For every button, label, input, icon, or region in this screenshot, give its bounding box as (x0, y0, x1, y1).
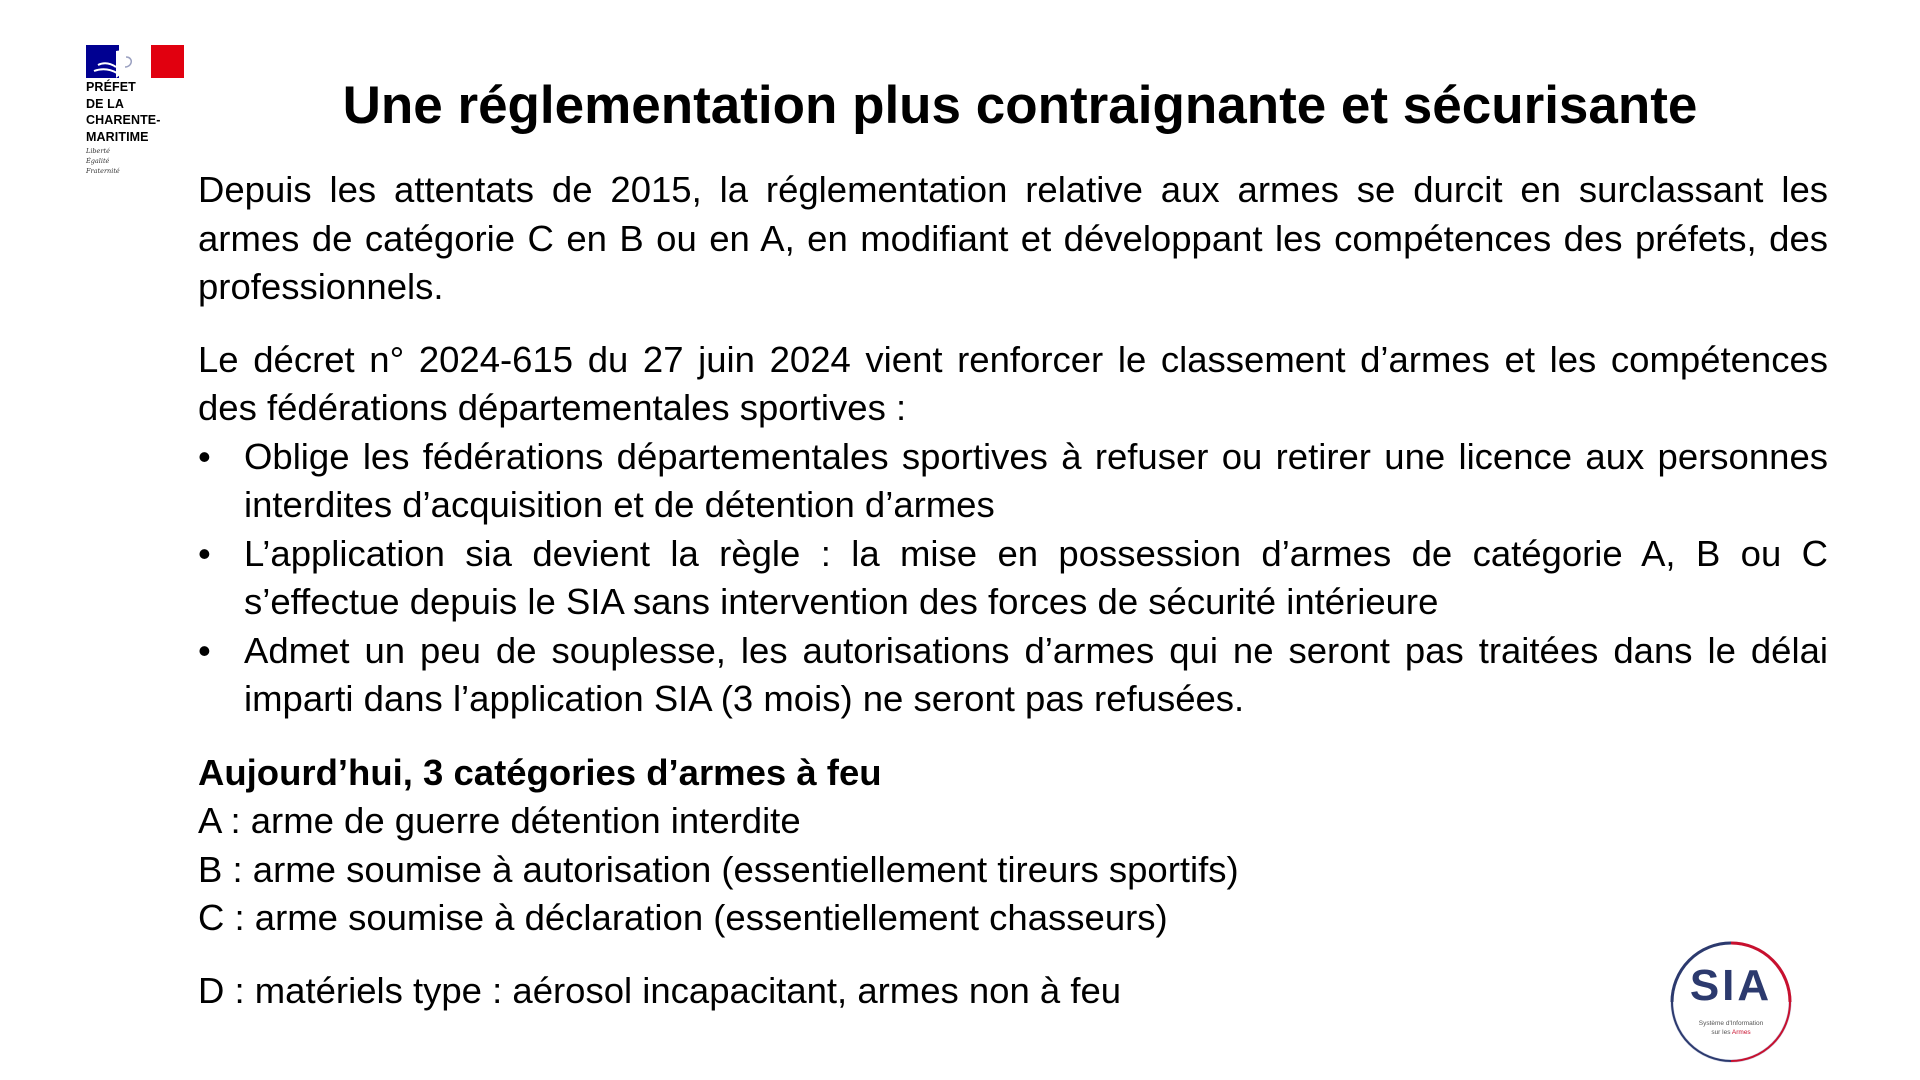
slide-title: Une réglementation plus contraignante et sécurisante (342, 76, 1698, 135)
sia-subtitle-line-1: Système d'Information (1698, 1020, 1764, 1027)
bullet-text: Oblige les fédérations départementales sportives à refuser ou retirer une licence aux personnes interdites d’acquisition et de détention d’armes (244, 435, 1828, 525)
prefecture-name (86, 79, 206, 145)
marianne-flag-icon (86, 45, 184, 78)
decree-section (198, 336, 1828, 724)
motto-line-1: Liberté (86, 147, 110, 155)
bullet-text: L’application sia devient la règle : la mise en possession d’armes de catégorie A, B ou C s’effectue depuis le SIA sans intervention des forces de sécurité intérieure (244, 532, 1828, 622)
list-item (198, 627, 1828, 724)
prefecture-logo (86, 45, 206, 176)
sia-subtitle-line-2 (1669, 1029, 1793, 1037)
bullet-icon: • (198, 435, 211, 477)
motto-line-3: Fraternité (86, 167, 120, 175)
decree-bullet-list (198, 433, 1828, 724)
list-item (198, 530, 1828, 627)
prefecture-name-line-4: MARITIME (86, 129, 149, 144)
category-b: B : arme soumise à autorisation (essentiellement tireurs sportifs) (198, 848, 1239, 890)
sia-wordmark: SIA (1689, 961, 1773, 1010)
intro-paragraph: Depuis les attentats de 2015, la réglementation relative aux armes se durcit en surclassant les armes de catégorie C en B ou en A, en modifiant et développant les compétences des préfets, des professionnels. (198, 169, 1828, 307)
prefecture-name-line-3: CHARENTE- (86, 113, 161, 127)
decree-paragraph: Le décret n° 2024-615 du 27 juin 2024 vient renforcer le classement d’armes et les compétences des fédérations départementales sportives : (198, 338, 1828, 428)
sia-subtitle-prefix: sur les (1711, 1029, 1732, 1036)
republic-motto (86, 146, 206, 176)
sia-subtitle-accent: Armes (1731, 1029, 1751, 1036)
prefecture-name-line-1: PRÉFET (86, 80, 136, 94)
list-item (198, 433, 1828, 530)
bullet-icon: • (198, 532, 211, 574)
categories-heading: Aujourd’hui, 3 catégories d’armes à feu (198, 751, 882, 793)
prefecture-name-line-2: DE LA (86, 96, 124, 111)
motto-line-2: Égalité (86, 157, 110, 165)
category-a: A : arme de guerre détention interdite (198, 800, 801, 841)
bullet-icon: • (198, 629, 211, 671)
category-c: C : arme soumise à déclaration (essentiellement chasseurs) (198, 897, 1168, 938)
bullet-text: Admet un peu de souplesse, les autorisations d’armes qui ne seront pas traitées dans le délai imparti dans l’application SIA (3 mois) ne seront pas refusées. (244, 629, 1828, 719)
slide-body (198, 166, 1828, 1015)
category-d: D : matériels type : aérosol incapacitant, armes non à feu (198, 969, 1122, 1011)
sia-logo (1669, 940, 1793, 1064)
weapon-categories (198, 749, 1828, 1016)
